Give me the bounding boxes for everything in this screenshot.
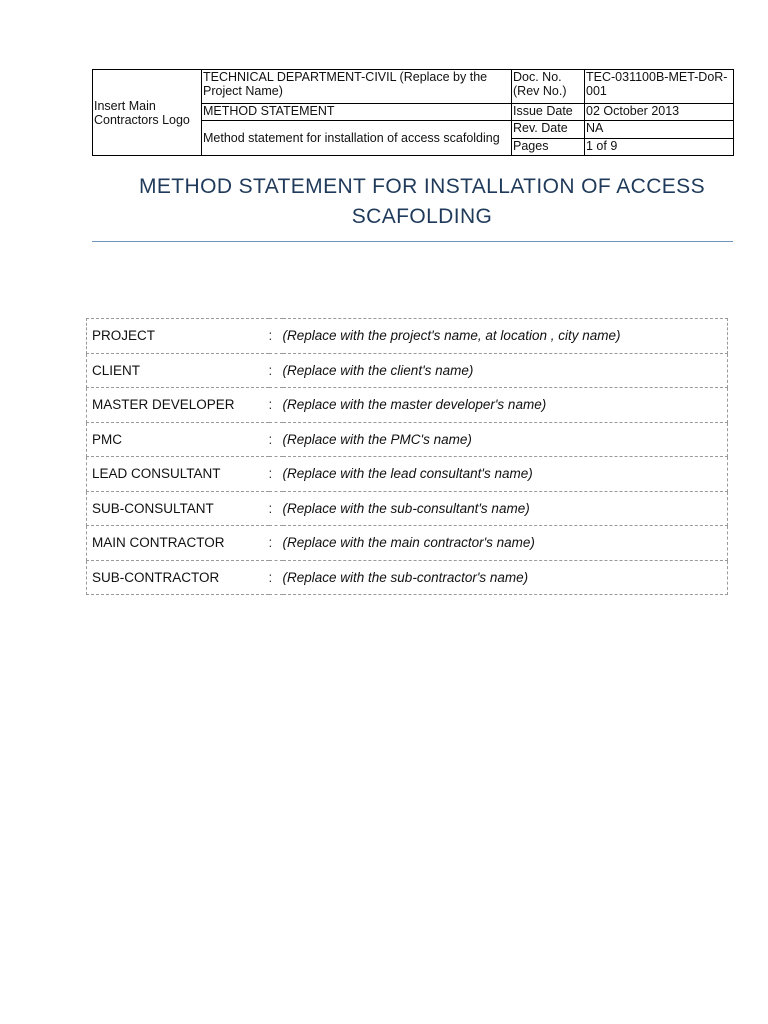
row-label: MASTER DEVELOPER [87,388,269,423]
row-value: (Replace with the project's name, at location , city name) [283,319,728,354]
row-colon: : [269,319,283,354]
row-label: SUB-CONSULTANT [87,491,269,526]
table-row [87,457,728,492]
issue-date-label: Issue Date [512,104,585,121]
row-label: LEAD CONSULTANT [87,457,269,492]
row-label: CLIENT [87,353,269,388]
contractor-logo-placeholder [93,70,202,156]
table-row [87,491,728,526]
doc-type-cell: METHOD STATEMENT [202,104,512,121]
row-value: (Replace with the sub-contractor's name) [283,560,728,595]
row-value: (Replace with the master developer's name) [283,388,728,423]
rev-date-label: Rev. Date [512,121,585,139]
row-colon: : [269,491,283,526]
pages-value: 1 of 9 [585,139,734,156]
document-header-table [92,69,734,156]
table-row [87,560,728,595]
row-label: PMC [87,422,269,457]
doc-no-label: Doc. No. (Rev No.) [512,70,585,104]
issue-date-value: 02 October 2013 [585,104,734,121]
row-value: (Replace with the main contractor's name) [283,526,728,561]
row-value: (Replace with the lead consultant's name) [283,457,728,492]
table-row [87,353,728,388]
row-value: (Replace with the sub-consultant's name) [283,491,728,526]
table-row [87,388,728,423]
row-colon: : [269,388,283,423]
rev-date-value: NA [585,121,734,139]
department-cell: TECHNICAL DEPARTMENT-CIVIL (Replace by the Project Name) [202,70,512,104]
row-colon: : [269,422,283,457]
subject-cell: Method statement for installation of access scafolding [202,121,512,156]
table-row [87,422,728,457]
logo-line-1: Insert Main [94,98,156,113]
row-label: MAIN CONTRACTOR [87,526,269,561]
row-colon: : [269,526,283,561]
document-title: METHOD STATEMENT FOR INSTALLATION OF ACCESS SCAFOLDING [139,175,705,228]
row-colon: : [269,560,283,595]
table-row [87,526,728,561]
row-label: PROJECT [87,319,269,354]
row-value: (Replace with the client's name) [283,353,728,388]
row-colon: : [269,353,283,388]
doc-no-value: TEC-031100B-MET-DoR-001 [585,70,734,104]
table-row [87,319,728,354]
row-label: SUB-CONTRACTOR [87,560,269,595]
title-divider [92,241,733,242]
pages-label: Pages [512,139,585,156]
logo-line-2: Contractors Logo [94,112,190,127]
row-value: (Replace with the PMC's name) [283,422,728,457]
row-colon: : [269,457,283,492]
project-info-table [86,318,728,595]
